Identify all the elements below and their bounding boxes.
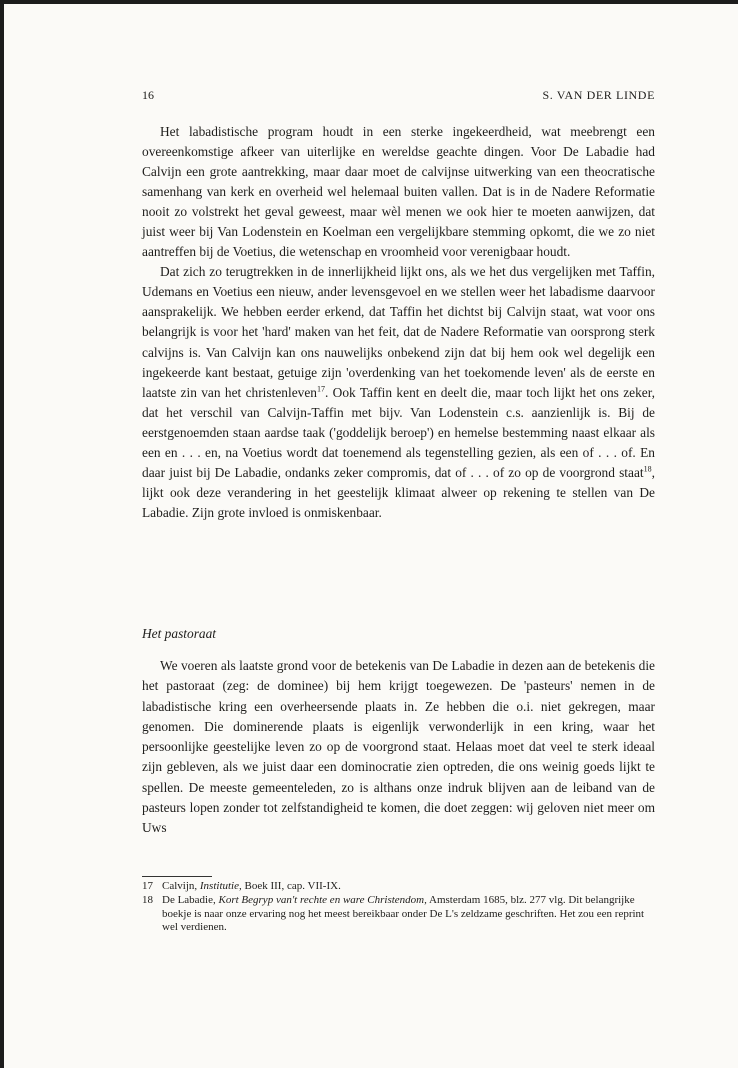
footnote-divider bbox=[142, 876, 212, 877]
footnote-text bbox=[162, 880, 655, 894]
footnote-details: Amsterdam 1685, blz. 277 vlg. Dit belangrijke boekje is naar onze ervaring nog het meest bereikbaar onder De L's zeldzame geschriften. Het zou een reprint wel verdienen. bbox=[162, 893, 645, 934]
paragraph: We voeren als laatste grond voor de betekenis van De Labadie in dezen aan de betekenis die het pastoraat (zeg: de dominee) bij hem krijgt toegewezen. De 'pasteurs' nemen in de labadistische kring een overheersende plaats in. Ze hebben die o.i. niet gekregen, maar genomen. Die dominerende plaats is eigenlijk verwonderlijk in een kring, waar het persoonlijke geestelijke leven zo op de voorgrond staat. Helaas moet dat veel te sterk ideaal zijn gebleven, als we juist daar een dominocratie zien optreden, die ons weinig goeds lijkt te spellen. De meeste gemeenteleden, zo is althans onze indruk blijven aan de leiband van de pasteurs lopen zonder tot zelfstandigheid te komen, die doet zeggen: wij geloven niet meer om Uws bbox=[142, 658, 655, 835]
body-text bbox=[142, 122, 655, 523]
footnote bbox=[142, 894, 655, 935]
footnote-number: 17 bbox=[142, 880, 153, 892]
running-head: S. VAN DER LINDE bbox=[542, 88, 655, 102]
section-heading: Het pastoraat bbox=[142, 626, 217, 641]
section-text bbox=[142, 656, 655, 838]
paragraph-text: , lijkt ook deze verandering in het geestelijk klimaat alweer op rekening te stellen van De Labadie. Zijn grote invloed is onmiskenbaar. bbox=[142, 464, 655, 520]
page-header bbox=[142, 88, 655, 106]
footnote-author: Calvijn, bbox=[162, 880, 200, 892]
footnote-author: De Labadie, bbox=[162, 893, 219, 906]
footnote-details: Boek III, cap. VII-IX. bbox=[241, 880, 341, 892]
footnote-text bbox=[162, 894, 655, 935]
paragraph-text: . Ook Taffin kent en deelt die, maar toch lijkt het ons zeker, dat het verschil van Calvijn-Taffin met bijv. Van Lodenstein c.s. aanzienlijk is. Bij de eerstgenoemden staan aardse taak ('goddelijk beroep') en hemelse bestemming naast elkaar als een en . . . en, na Voetius wordt dat toenemend als tegenstelling gezien, als een of . . . of. En daar juist bij De Labadie, ondanks zeker compromis, dat of . . . of zo op de voorgrond staat bbox=[142, 384, 655, 480]
page-number: 16 bbox=[142, 88, 154, 102]
paragraph-text: Dat zich zo terugtrekken in de innerlijkheid lijkt ons, als we het dus vergelijken met Taffin, Udemans en Voetius een nieuw, ander levensgevoel en we stellen weer het labadisme daarvoor aansprakelijk. We hebben eerder erkend, dat Taffin het dichtst bij Calvijn staat, wat voor ons belangrijk is voor het 'hard' maken van het feit, dat de Nadere Reformatie van oorsprong sterk calvijns is. Van Calvijn kan ons nauwelijks onbekend zijn dat bij hem ook wel degelijk een ingekeerde kant bestaat, getuige zijn 'overdenking van het toekomende leven' als de eerste en laatste zin van het christenleven bbox=[142, 264, 655, 400]
footnote-number: 18 bbox=[142, 893, 153, 906]
footnote-title: Kort Begryp van't rechte en ware Christendom, bbox=[218, 893, 427, 906]
paragraph bbox=[142, 262, 655, 523]
footnote-ref: 18 bbox=[643, 464, 652, 474]
footnotes bbox=[142, 880, 655, 935]
paragraph: Het labadistische program houdt in een sterke ingekeerdheid, wat meebrengt een overeenkomstige afkeer van uiterlijke en wereldse geachte dingen. Voor De Labadie had Calvijn een grote aantrekking, maar daar moet de calvijnse uitwerking van een theocratische samenhang van kerk en overheid wel helemaal buiten vallen. Dat is in de Nadere Reformatie nooit zo volstrekt het geval geweest, maar wèl menen we ook hier te moeten aanwijzen, dat juist weer bij Van Lodenstein en Koelman een vergelijkbare stemming opkomt, die we zo niet aantreffen bij de Voetius, die wetenschap en vroomheid voor verenigbaar houdt. bbox=[142, 124, 655, 260]
footnote-title: Institutie, bbox=[199, 880, 242, 892]
footnote bbox=[142, 880, 655, 894]
footnote-ref: 17 bbox=[316, 384, 325, 394]
